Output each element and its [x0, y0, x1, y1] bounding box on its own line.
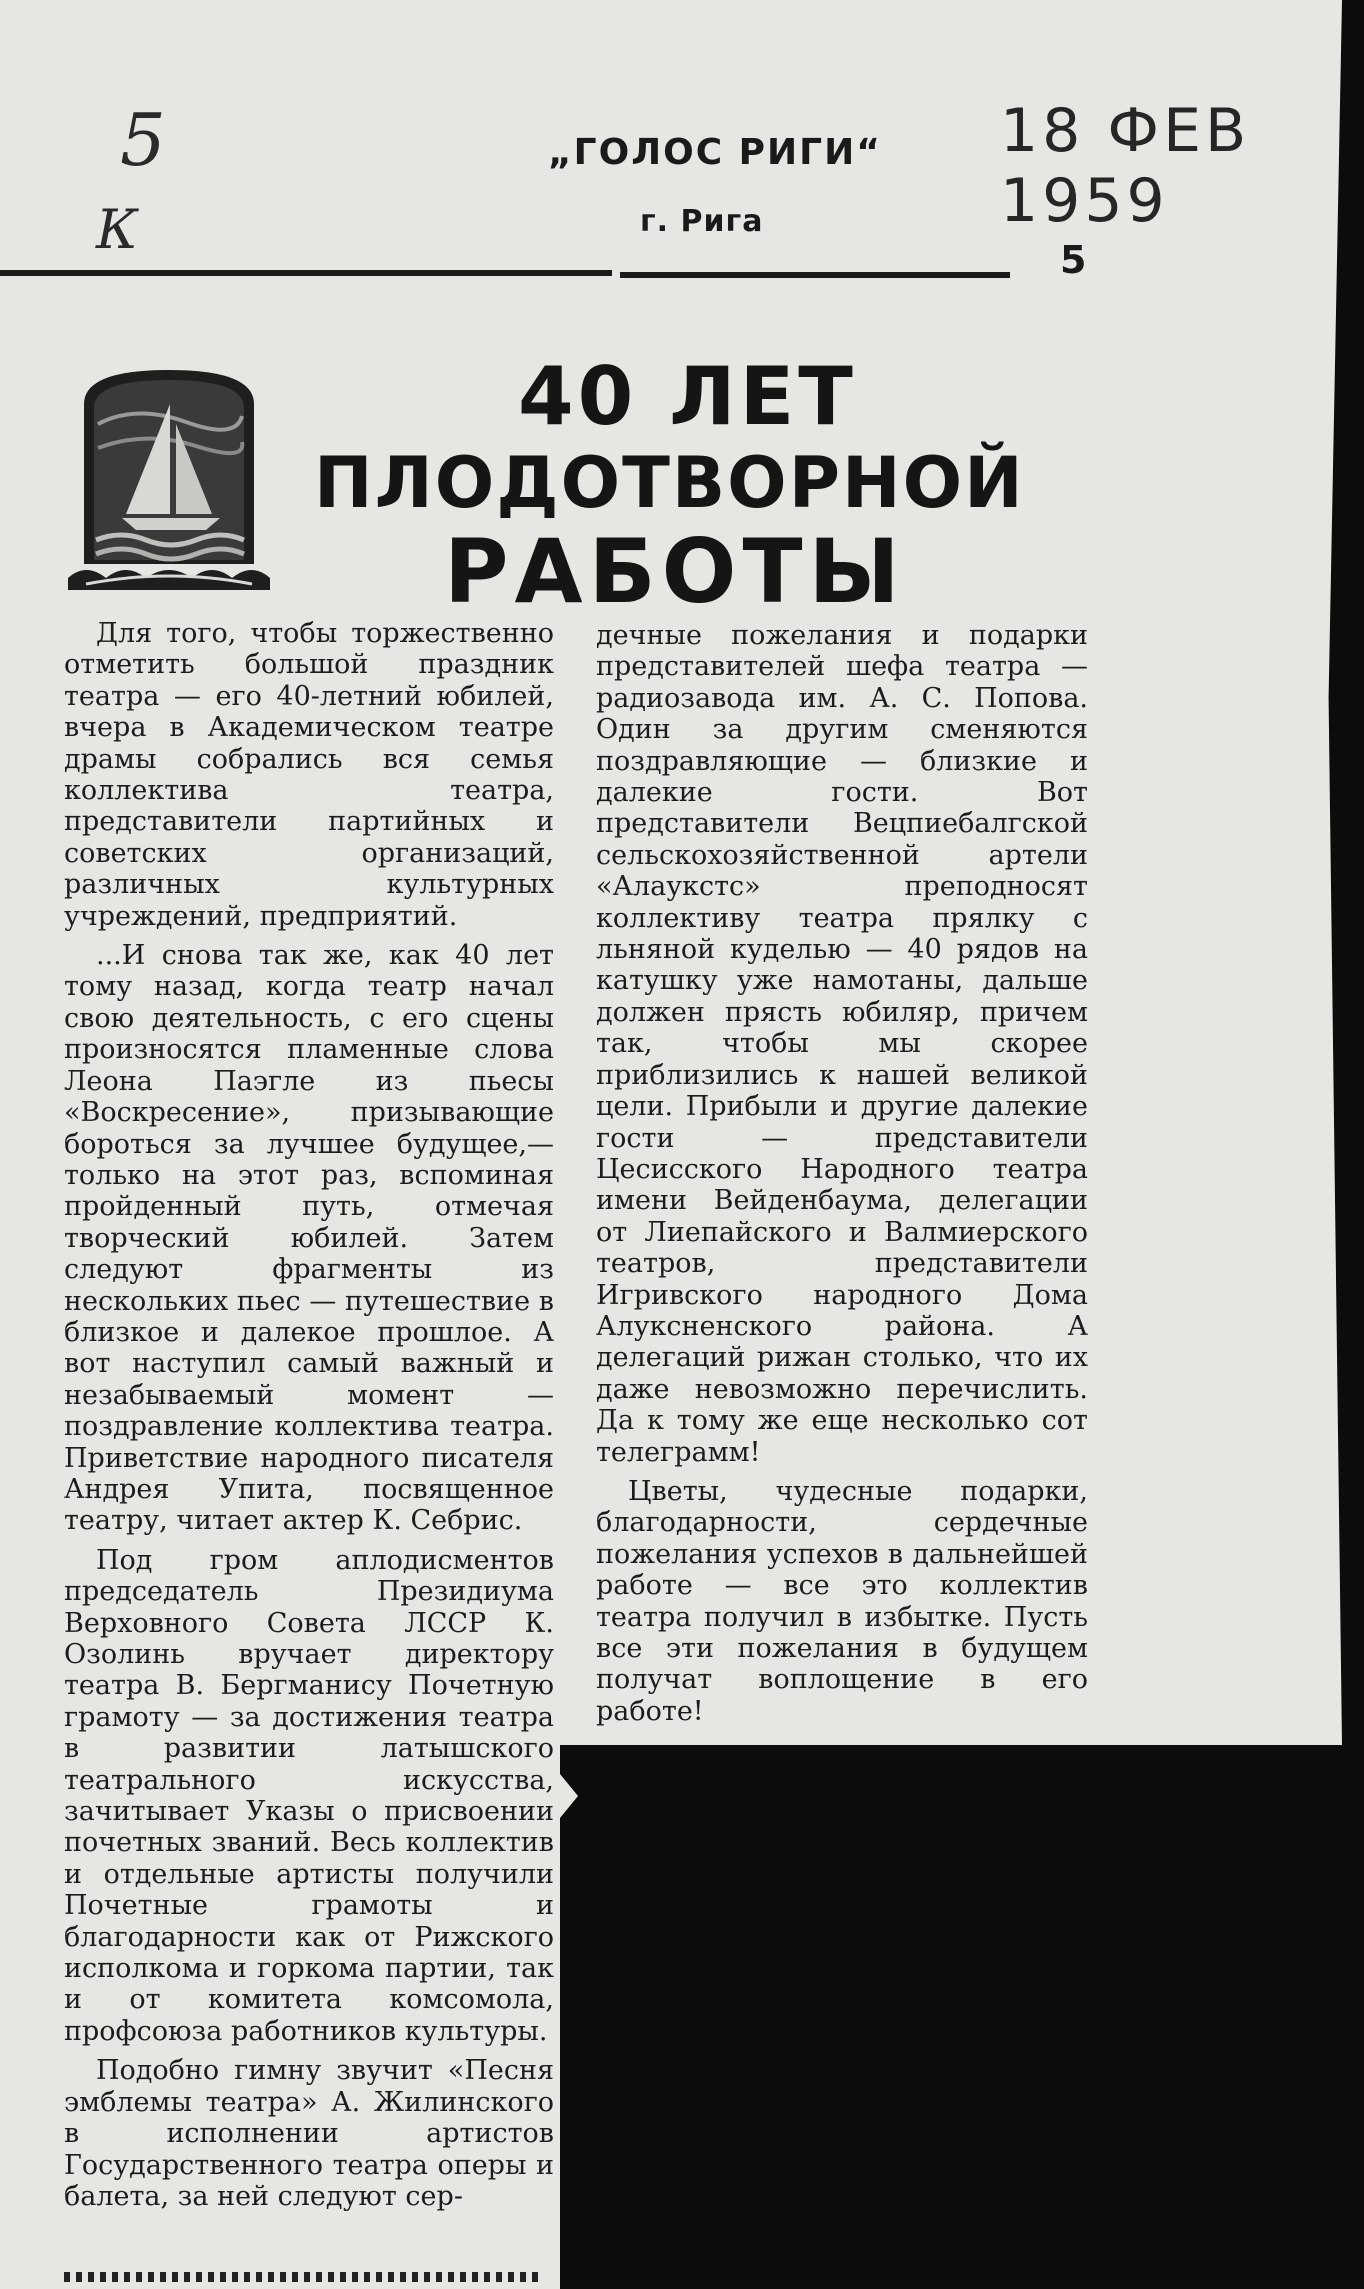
handwritten-number: 5	[120, 98, 166, 182]
background-edge	[1342, 0, 1364, 2289]
page-number: 5	[1060, 238, 1087, 282]
article-paragraph: Под гром аплодисментов председатель Президиума Верховного Совета ЛССР К. Озолинь вручает директору театра В. Бергманису Почетную грамоту — за достижения театра в развитии латышского театрального искусства, зачитывает Указы о присвоении почетных званий. Весь коллектив и отдельные артисты получили Почетные грамоты и благодарности как от Рижского исполкома и горкома партии, так и от комитета комсомола, профсоюза работников культуры.	[64, 1544, 554, 2047]
headline-line-2: ПЛОДОТВОРНОЙ	[314, 442, 1025, 524]
clipping-notch	[560, 1774, 578, 1818]
headline-line-3: РАБОТЫ	[444, 520, 906, 623]
newspaper-name: „ГОЛОС РИГИ“	[548, 132, 882, 173]
handwritten-letter: К	[96, 198, 138, 261]
article-paragraph: Подобно гимну звучит «Песня эмблемы театра» А. Жилинского в исполнении артистов Государственного театра оперы и балета, за ней следуют сер-	[64, 2055, 554, 2212]
article-paragraph: ...И снова так же, как 40 лет тому назад, когда театр начал свою деятельность, с его сцены произносятся пламенные слова Леона Паэгле из пьесы «Воскресение», призывающие бороться за лучшее будущее,— только на этот раз, вспоминая пройденный путь, отмечая творческий юбилей. Затем следуют фрагменты из нескольких пьес — путешествие в близкое и далекое прошлое. А вот наступил самый важный и незабываемый момент — поздравление коллектива театра. Приветствие народного писателя Андрея Упита, посвященное театру, читает актер К. Себрис.	[64, 940, 554, 1537]
headline-line-1: 40 ЛЕТ	[518, 350, 857, 443]
article-column-right	[596, 620, 1088, 1735]
header-rule-left	[0, 270, 612, 276]
article-paragraph: дечные пожелания и подарки представителей шефа театра — радиозавода им. А. С. Попова. Один за другим сменяются поздравляющие — близкие и далекие гости. Вот представители Вецпиебалгской сельскохозяйственной артели «Алаукстс» преподносят коллективу театра прялку с льняной куделью — 40 рядов на катушку уже намотаны, дальше должен прясть юбиляр, причем так, чтобы мы скорее приблизились к нашей великой цели. Прибыли и другие далекие гости — представители Цесисского Народного театра имени Вейденбаума, делегации от Лиепайского и Валмиерского театров, представители Игривского народного Дома Алуксненского района. А делегаций рижан столько, что их даже невозможно перечислить. Да к тому же еще несколько сот телеграмм!	[596, 620, 1088, 1468]
sailboat-emblem-icon	[66, 364, 272, 592]
article-column-left	[64, 618, 554, 2220]
date-stamp: 18 ФЕВ 1959	[1000, 96, 1251, 236]
cut-edge-dashes	[64, 2272, 542, 2282]
header-rule-right	[620, 272, 1010, 278]
article-paragraph: Цветы, чудесные подарки, благодарности, сердечные пожелания успехов в дальнейшей работе — все это коллектив театра получил в избытке. Пусть все эти пожелания в будущем получат воплощение в его работе!	[596, 1475, 1088, 1727]
article-paragraph: Для того, чтобы торжественно отметить большой праздник театра — его 40-летний юбилей, вчера в Академическом театре драмы собрались вся семья коллектива театра, представители партийных и советских организаций, различных культурных учреждений, предприятий.	[64, 618, 554, 932]
newspaper-city: г. Рига	[640, 204, 764, 239]
